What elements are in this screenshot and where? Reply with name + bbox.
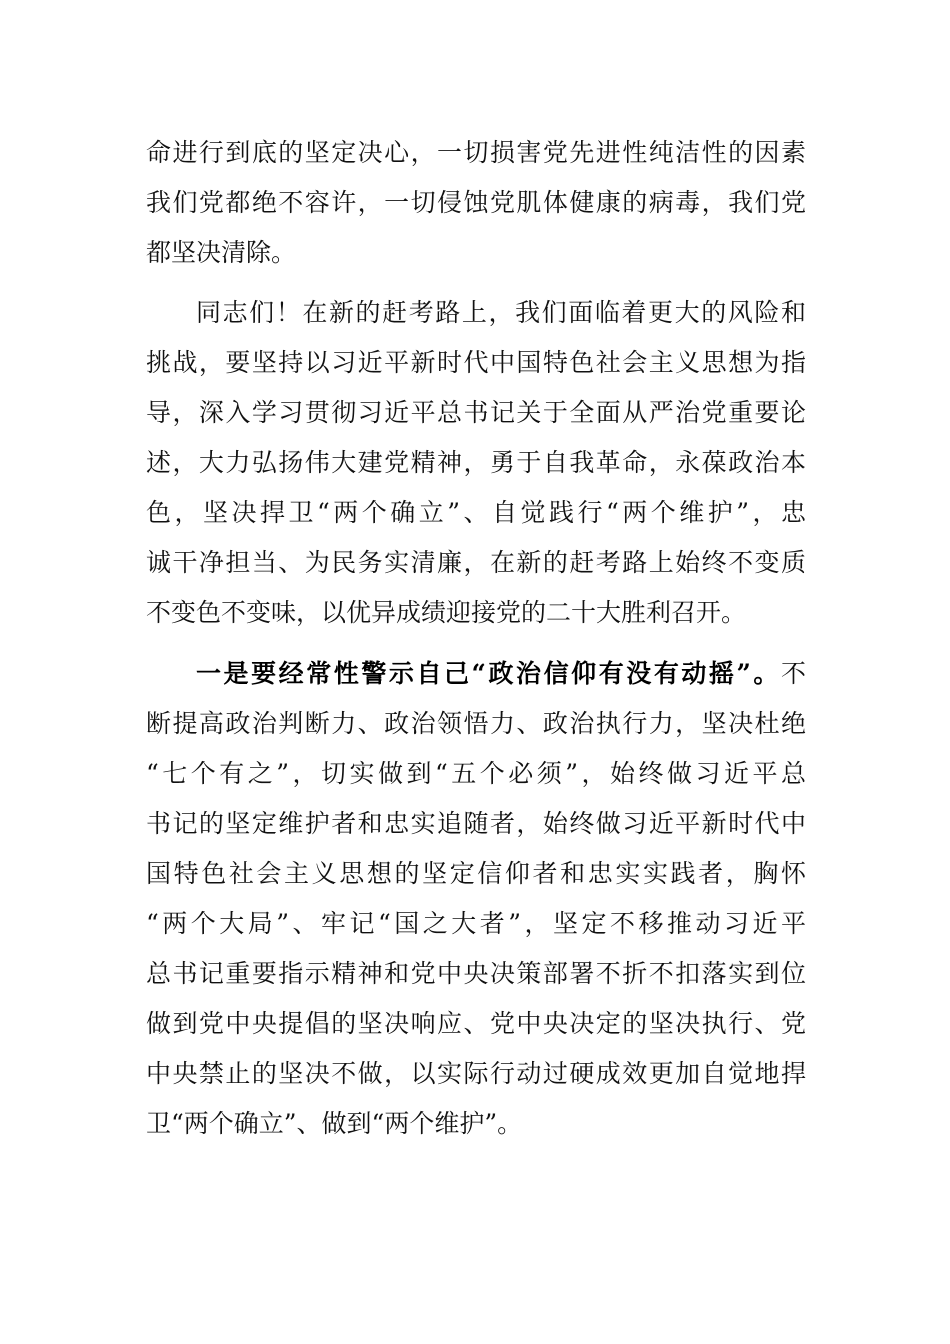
paragraph-2-line-1: 同志们！在新的赶考路上，我们面临着更大的风险和 — [196, 298, 806, 327]
paragraph-3-heading-tail: 不 — [780, 659, 806, 688]
paragraph-1-line-3: 都坚决清除。 — [146, 238, 297, 267]
paragraph-3-line-8: 做到党中央提倡的坚决响应、党中央决定的坚决执行、党 — [146, 1009, 806, 1038]
paragraph-2-line-6: 诚干净担当、为民务实清廉，在新的赶考路上始终不变质 — [146, 548, 806, 577]
paragraph-3-line-1 — [196, 652, 806, 696]
paragraph-1-line-2: 我们党都绝不容许，一切侵蚀党肌体健康的病毒，我们党 — [146, 188, 806, 217]
paragraph-3-line-2: 断提高政治判断力、政治领悟力、政治执行力，坚决杜绝 — [146, 709, 806, 738]
paragraph-3-line-4: 书记的坚定维护者和忠实追随者，始终做习近平新时代中 — [146, 809, 806, 838]
paragraph-1-line-1: 命进行到底的坚定决心，一切损害党先进性纯洁性的因素 — [146, 138, 806, 167]
paragraph-3-line-9: 中央禁止的坚决不做，以实际行动过硬成效更加自觉地捍 — [146, 1059, 806, 1088]
paragraph-3-line-3: “七个有之”，切实做到“五个必须”，始终做习近平总 — [146, 759, 806, 788]
paragraph-3-line-7: 总书记重要指示精神和党中央决策部署不折不扣落实到位 — [146, 959, 806, 988]
paragraph-2-line-3: 导，深入学习贯彻习近平总书记关于全面从严治党重要论 — [146, 398, 806, 427]
paragraph-3-line-5: 国特色社会主义思想的坚定信仰者和忠实实践者，胸怀 — [146, 859, 806, 888]
paragraph-2-line-4: 述，大力弘扬伟大建党精神，勇于自我革命，永葆政治本 — [146, 448, 806, 477]
paragraph-2-line-5: 色，坚决捍卫“两个确立”、自觉践行“两个维护”，忠 — [146, 498, 806, 527]
paragraph-3-heading: 一是要经常性警示自己“政治信仰有没有动摇”。 — [196, 659, 781, 688]
paragraph-2-line-2: 挑战，要坚持以习近平新时代中国特色社会主义思想为指 — [146, 348, 806, 377]
paragraph-2-line-7: 不变色不变味，以优异成绩迎接党的二十大胜利召开。 — [146, 598, 747, 627]
paragraph-3-line-10: 卫“两个确立”、做到“两个维护”。 — [146, 1109, 523, 1138]
paragraph-3-line-6: “两个大局”、牢记“国之大者”，坚定不移推动习近平 — [146, 909, 806, 938]
